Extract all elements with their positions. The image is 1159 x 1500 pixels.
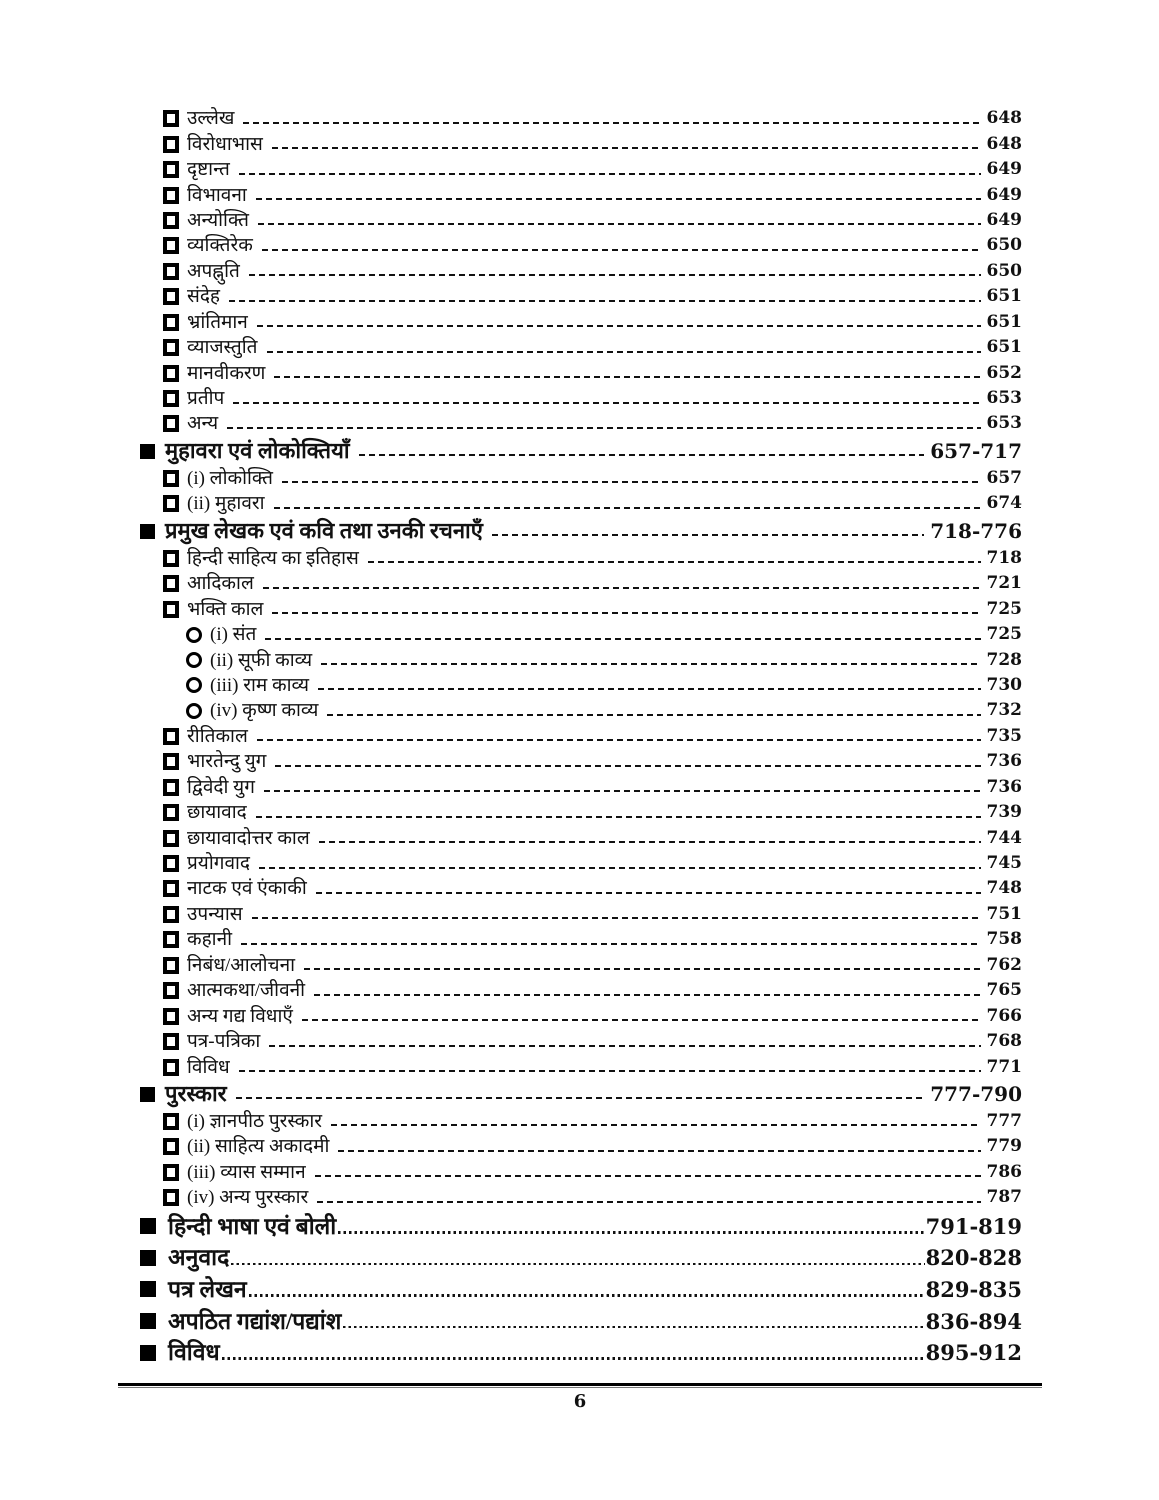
leader-line <box>274 507 981 509</box>
toc-row <box>140 825 1022 850</box>
toc-row <box>140 131 1022 156</box>
page-footer <box>118 1383 1042 1412</box>
leader-line <box>318 688 980 690</box>
open-square-bullet-icon <box>163 212 179 229</box>
leader-line <box>267 351 981 353</box>
toc-row <box>140 1211 1022 1243</box>
toc-entry-page: 650 <box>986 235 1022 256</box>
open-square-bullet-icon <box>163 136 179 153</box>
leader-line <box>272 147 981 149</box>
toc-entry-label: आत्मकथा/जीवनी <box>187 980 306 1002</box>
leader-line <box>314 994 980 996</box>
open-square-bullet-icon <box>163 779 179 796</box>
open-square-bullet-icon <box>163 495 179 512</box>
toc-entry-page: 651 <box>986 337 1022 358</box>
toc-entry-page: 650 <box>986 260 1022 281</box>
leader-line <box>315 1175 981 1177</box>
toc-row <box>140 673 1022 698</box>
toc-row <box>140 466 1022 491</box>
toc-entry-label: रीतिकाल <box>187 725 248 747</box>
toc-entry-label: भारतेन्दु युग <box>187 751 267 773</box>
open-square-bullet-icon <box>163 855 179 872</box>
toc-row <box>140 571 1022 596</box>
leader-line <box>233 402 980 404</box>
toc-entry-label: अन्य <box>187 413 219 435</box>
toc-entry-page: 648 <box>986 133 1022 154</box>
toc-row <box>140 927 1022 952</box>
toc-entry-page: 718-776 <box>930 519 1022 544</box>
toc-entry-label: कहानी <box>187 929 233 951</box>
leader-line <box>338 1150 980 1152</box>
toc-entry-page: 648 <box>986 108 1022 129</box>
leader-line <box>327 714 980 716</box>
leader-line <box>331 1124 980 1126</box>
toc-row <box>140 360 1022 385</box>
open-square-bullet-icon <box>163 575 179 592</box>
toc-row <box>140 386 1022 411</box>
toc-row <box>140 698 1022 723</box>
toc-row <box>140 1134 1022 1159</box>
open-square-bullet-icon <box>163 237 179 254</box>
leader-line <box>304 968 980 970</box>
toc-entry-label: द्विवेदी युग <box>187 776 255 798</box>
toc-entry-page: 786 <box>986 1161 1022 1182</box>
open-square-bullet-icon <box>163 470 179 487</box>
circle-bullet-icon <box>186 677 202 693</box>
open-square-bullet-icon <box>163 1059 179 1076</box>
toc-entry-page: 651 <box>986 286 1022 307</box>
open-square-bullet-icon <box>163 1138 179 1155</box>
toc-entry-label: भक्ति काल <box>187 598 264 620</box>
toc-list <box>140 106 1022 1368</box>
leader-line <box>257 739 981 741</box>
open-square-bullet-icon <box>163 728 179 745</box>
leader-line <box>231 1263 924 1266</box>
open-square-bullet-icon <box>163 906 179 923</box>
leader-line <box>272 612 980 614</box>
open-square-bullet-icon <box>163 187 179 204</box>
open-square-bullet-icon <box>163 288 179 305</box>
toc-entry-page: 739 <box>986 802 1022 823</box>
toc-entry-label: (i) लोकोक्ति <box>187 467 273 489</box>
toc-entry-page: 732 <box>986 700 1022 721</box>
toc-entry-label: (i) संत <box>210 624 257 646</box>
leader-line <box>229 300 980 302</box>
toc-entry-page: 748 <box>986 878 1022 899</box>
footer-divider <box>118 1383 1042 1388</box>
circle-bullet-icon <box>186 703 202 719</box>
page-number: 6 <box>573 1391 587 1412</box>
toc-entry-label: उपन्यास <box>187 903 243 925</box>
leader-line <box>249 1294 925 1297</box>
leader-line <box>302 1019 981 1021</box>
leader-line <box>317 1201 980 1203</box>
toc-row <box>140 1054 1022 1079</box>
toc-entry-page: 820-828 <box>925 1245 1022 1271</box>
leader-line <box>236 1097 925 1099</box>
toc-row <box>140 233 1022 258</box>
toc-entry-page: 649 <box>986 209 1022 230</box>
toc-entry-label: हिन्दी भाषा एवं बोली <box>168 1213 337 1239</box>
toc-entry-label: संदेह <box>187 286 221 308</box>
open-square-bullet-icon <box>163 263 179 280</box>
toc-entry-label: (iii) व्यास सम्मान <box>187 1161 306 1183</box>
toc-entry-label: विभावना <box>187 184 247 206</box>
toc-row <box>140 208 1022 233</box>
toc-row <box>140 1109 1022 1134</box>
filled-square-bullet-icon <box>140 1313 156 1329</box>
toc-entry-label: नाटक एवं एंकाकी <box>187 878 307 900</box>
toc-row <box>140 775 1022 800</box>
toc-entry-label: छायावाद <box>187 802 247 824</box>
leader-line <box>243 122 980 124</box>
toc-entry-page: 736 <box>986 776 1022 797</box>
leader-line <box>222 1357 925 1360</box>
leader-line <box>263 587 981 589</box>
toc-row <box>140 411 1022 436</box>
toc-row <box>140 1242 1022 1274</box>
open-square-bullet-icon <box>163 880 179 897</box>
leader-line <box>264 790 981 792</box>
filled-square-bullet-icon <box>140 444 155 459</box>
toc-entry-page: 777 <box>986 1110 1022 1131</box>
toc-entry-label: पत्र लेखन <box>168 1276 247 1302</box>
leader-line <box>321 663 980 665</box>
circle-bullet-icon <box>186 652 202 668</box>
toc-entry-label: प्रयोगवाद <box>187 853 251 875</box>
open-square-bullet-icon <box>163 415 179 432</box>
toc-entry-page: 787 <box>986 1187 1022 1208</box>
leader-line <box>257 325 981 327</box>
leader-line <box>256 198 981 200</box>
toc-entry-label: आदिकाल <box>187 573 254 595</box>
leader-line <box>274 376 980 378</box>
toc-entry-page: 730 <box>986 674 1022 695</box>
toc-entry-label: (ii) मुहावरा <box>187 493 265 515</box>
toc-row <box>140 596 1022 621</box>
leader-line <box>275 765 980 767</box>
open-square-bullet-icon <box>163 390 179 407</box>
open-square-bullet-icon <box>163 314 179 331</box>
leader-line <box>316 892 981 894</box>
toc-entry-page: 791-819 <box>925 1213 1022 1239</box>
toc-entry-label: अपठित गद्यांश/पद्यांश <box>168 1308 342 1334</box>
filled-square-bullet-icon <box>140 1087 155 1102</box>
toc-entry-page: 765 <box>986 980 1022 1001</box>
toc-entry-page: 721 <box>986 573 1022 594</box>
toc-entry-label: (ii) साहित्य अकादमी <box>187 1136 330 1158</box>
toc-entry-label: (i) ज्ञानपीठ पुरस्कार <box>187 1110 323 1132</box>
toc-entry-label: निबंध/आलोचना <box>187 954 296 976</box>
toc-row <box>140 876 1022 901</box>
open-square-bullet-icon <box>163 339 179 356</box>
leader-line <box>319 841 981 843</box>
toc-entry-page: 725 <box>986 624 1022 645</box>
toc-entry-label: (iv) कृष्ण काव्य <box>210 700 319 722</box>
toc-row <box>140 284 1022 309</box>
filled-square-bullet-icon <box>140 1250 156 1266</box>
toc-entry-label: व्याजस्तुति <box>187 337 258 359</box>
leader-line <box>368 561 981 563</box>
leader-line <box>338 1231 924 1234</box>
toc-row <box>140 1305 1022 1337</box>
toc-entry-label: विरोधाभास <box>187 133 263 155</box>
toc-entry-label: पत्र-पत्रिका <box>187 1031 261 1053</box>
toc-entry-page: 649 <box>986 159 1022 180</box>
toc-entry-label: (ii) सूफी काव्य <box>210 649 313 671</box>
leader-line <box>258 223 981 225</box>
toc-entry-label: व्यक्तिरेक <box>187 235 253 257</box>
toc-entry-page: 744 <box>986 827 1022 848</box>
toc-entry-label: पुरस्कार <box>165 1081 227 1107</box>
toc-entry-page: 836-894 <box>925 1308 1022 1334</box>
filled-square-bullet-icon <box>140 1345 156 1361</box>
toc-row <box>140 1003 1022 1028</box>
toc-entry-page: 728 <box>986 649 1022 670</box>
leader-line <box>239 1070 981 1072</box>
toc-entry-page: 895-912 <box>925 1340 1022 1366</box>
toc-row <box>140 622 1022 647</box>
toc-row <box>140 1274 1022 1306</box>
open-square-bullet-icon <box>163 1189 179 1206</box>
toc-entry-label: उल्लेख <box>187 108 235 130</box>
leader-line <box>227 427 980 429</box>
toc-entry-page: 652 <box>986 362 1022 383</box>
toc-entry-label: विविध <box>168 1340 220 1366</box>
toc-entry-label: मानवीकरण <box>187 362 266 384</box>
toc-entry-page: 745 <box>986 853 1022 874</box>
leader-line <box>239 173 981 175</box>
toc-entry-page: 725 <box>986 598 1022 619</box>
toc-entry-page: 766 <box>986 1005 1022 1026</box>
toc-row <box>140 1029 1022 1054</box>
leader-line <box>241 943 980 945</box>
toc-entry-label: (iii) राम काव्य <box>210 674 310 696</box>
open-square-bullet-icon <box>163 110 179 127</box>
toc-entry-label: हिन्दी साहित्य का इतिहास <box>187 547 359 569</box>
leader-line <box>359 454 925 456</box>
toc-row <box>140 1160 1022 1185</box>
open-square-bullet-icon <box>163 1033 179 1050</box>
circle-bullet-icon <box>186 627 202 643</box>
toc-entry-label: भ्रांतिमान <box>187 311 248 333</box>
open-square-bullet-icon <box>163 365 179 382</box>
open-square-bullet-icon <box>163 830 179 847</box>
filled-square-bullet-icon <box>140 1281 156 1297</box>
toc-row <box>140 953 1022 978</box>
open-square-bullet-icon <box>163 601 179 618</box>
leader-line <box>265 638 980 640</box>
toc-entry-page: 657 <box>986 467 1022 488</box>
toc-entry-label: मुहावरा एवं लोकोक्तियाँ <box>165 438 350 464</box>
toc-entry-label: विविध <box>187 1056 230 1078</box>
open-square-bullet-icon <box>163 161 179 178</box>
toc-row <box>140 310 1022 335</box>
toc-row <box>140 724 1022 749</box>
leader-line <box>492 534 924 536</box>
toc-entry-page: 651 <box>986 311 1022 332</box>
toc-entry-page: 771 <box>986 1056 1022 1077</box>
toc-row <box>140 902 1022 927</box>
toc-row <box>140 749 1022 774</box>
open-square-bullet-icon <box>163 931 179 948</box>
toc-entry-page: 768 <box>986 1031 1022 1052</box>
toc-row <box>140 1185 1022 1210</box>
open-square-bullet-icon <box>163 1008 179 1025</box>
leader-line <box>282 481 981 483</box>
toc-entry-page: 735 <box>986 725 1022 746</box>
leader-line <box>249 274 981 276</box>
toc-row <box>140 647 1022 672</box>
toc-row <box>140 106 1022 131</box>
toc-entry-page: 736 <box>986 751 1022 772</box>
leader-line <box>252 917 981 919</box>
toc-row <box>140 259 1022 284</box>
leader-line <box>343 1326 924 1329</box>
toc-entry-label: अपह्नुति <box>187 260 240 282</box>
toc-row <box>140 335 1022 360</box>
toc-row <box>140 437 1022 466</box>
open-square-bullet-icon <box>163 957 179 974</box>
toc-entry-page: 777-790 <box>930 1082 1022 1107</box>
open-square-bullet-icon <box>163 550 179 567</box>
leader-line <box>259 867 980 869</box>
filled-square-bullet-icon <box>140 1218 156 1234</box>
toc-entry-page: 653 <box>986 413 1022 434</box>
toc-row <box>140 546 1022 571</box>
toc-row <box>140 978 1022 1003</box>
filled-square-bullet-icon <box>140 524 155 539</box>
toc-entry-page: 657-717 <box>930 439 1022 464</box>
toc-row <box>140 157 1022 182</box>
toc-row <box>140 800 1022 825</box>
leader-line <box>256 816 981 818</box>
open-square-bullet-icon <box>163 753 179 770</box>
leader-line <box>262 249 981 251</box>
toc-row <box>140 1337 1022 1369</box>
toc-row <box>140 491 1022 516</box>
open-square-bullet-icon <box>163 1164 179 1181</box>
toc-entry-label: दृष्टान्त <box>187 159 230 181</box>
toc-entry-page: 718 <box>986 547 1022 568</box>
toc-entry-page: 779 <box>986 1136 1022 1157</box>
toc-entry-label: अन्य गद्य विधाएँ <box>187 1005 293 1027</box>
toc-entry-label: (iv) अन्य पुरस्कार <box>187 1187 309 1209</box>
toc-entry-label: अनुवाद <box>168 1245 230 1271</box>
toc-entry-label: छायावादोत्तर काल <box>187 827 310 849</box>
toc-entry-label: प्रमुख लेखक एवं कवि तथा उनकी रचनाएँ <box>165 518 483 544</box>
toc-row <box>140 517 1022 546</box>
toc-entry-page: 758 <box>986 929 1022 950</box>
toc-entry-page: 653 <box>986 388 1022 409</box>
toc-row <box>140 851 1022 876</box>
open-square-bullet-icon <box>163 1113 179 1130</box>
toc-entry-page: 751 <box>986 903 1022 924</box>
open-square-bullet-icon <box>163 804 179 821</box>
toc-entry-page: 762 <box>986 954 1022 975</box>
toc-entry-label: अन्योक्ति <box>187 209 249 231</box>
toc-entry-page: 829-835 <box>925 1276 1022 1302</box>
toc-entry-page: 649 <box>986 184 1022 205</box>
toc-row <box>140 182 1022 207</box>
open-square-bullet-icon <box>163 982 179 999</box>
toc-entry-label: प्रतीप <box>187 388 225 410</box>
leader-line <box>269 1045 980 1047</box>
toc-entry-page: 674 <box>986 493 1022 514</box>
toc-row <box>140 1080 1022 1109</box>
